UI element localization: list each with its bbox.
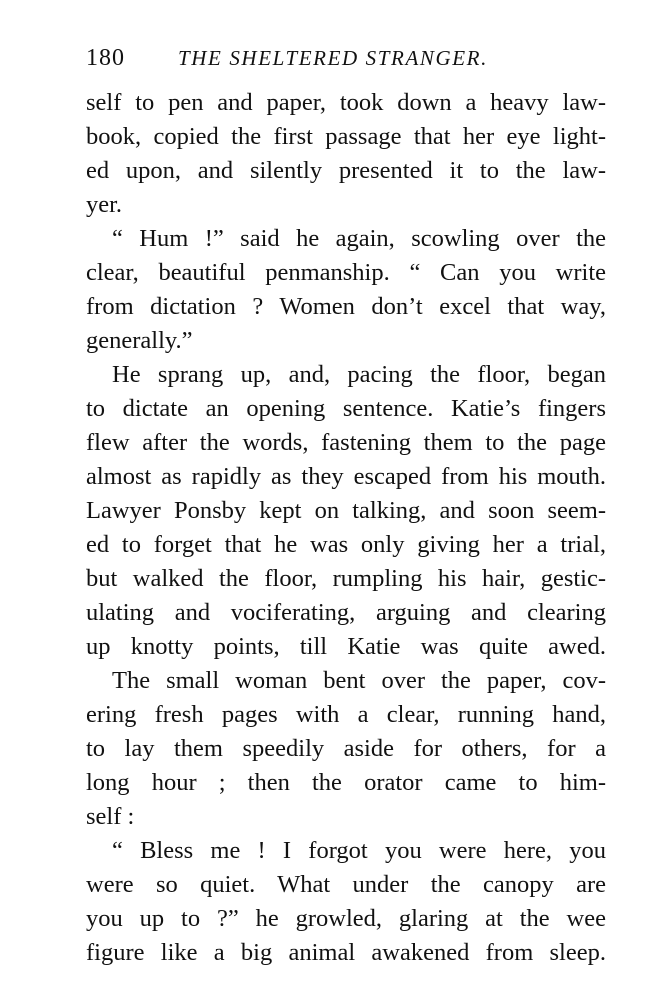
text-line: self to pen and paper, took down a heavy law- [86,89,606,116]
text-line: ed upon, and silently presented it to the law- [86,157,606,184]
text-line: The small woman bent over the paper, cov- [112,667,606,694]
text-line: you up to ?” he growled, glaring at the wee [86,905,606,932]
text-line: figure like a big animal awakened from sleep. [86,939,606,966]
text-line: self : [86,803,135,830]
text-line: were so quiet. What under the canopy are [86,871,606,898]
text-line: Lawyer Ponsby kept on talking, and soon seem- [86,497,606,524]
running-title: THE SHELTERED STRANGER. [178,46,488,70]
text-line: long hour ; then the orator came to him- [86,769,606,796]
text-line: ulating and vociferating, arguing and clearing [86,599,606,626]
text-line: from dictation ? Women don’t excel that way, [86,293,606,320]
text-line: clear, beautiful penmanship. “ Can you write [86,259,606,286]
text-line: yer. [86,191,123,218]
text-line: He sprang up, and, pacing the floor, began [112,361,606,388]
text-line: flew after the words, fastening them to the page [86,429,606,456]
text-line: book, copied the first passage that her eye light- [86,123,606,150]
text-line: generally.” [86,327,193,354]
text-line: up knotty points, till Katie was quite awed. [86,633,606,660]
text-line: but walked the floor, rumpling his hair, gestic- [86,565,606,592]
text-line: “ Hum !” said he again, scowling over the [112,225,606,252]
text-line: to lay them speedily aside for others, for a [86,735,606,762]
running-head [86,40,606,76]
page-number: 180 [86,45,125,71]
body-text [86,86,606,970]
text-line: to dictate an opening sentence. Katie’s fingers [86,395,606,422]
text-line: ed to forget that he was only giving her a trial, [86,531,606,558]
text-line: almost as rapidly as they escaped from his mouth. [86,463,606,490]
text-line: ering fresh pages with a clear, running hand, [86,701,606,728]
text-line: “ Bless me ! I forgot you were here, you [112,837,606,864]
